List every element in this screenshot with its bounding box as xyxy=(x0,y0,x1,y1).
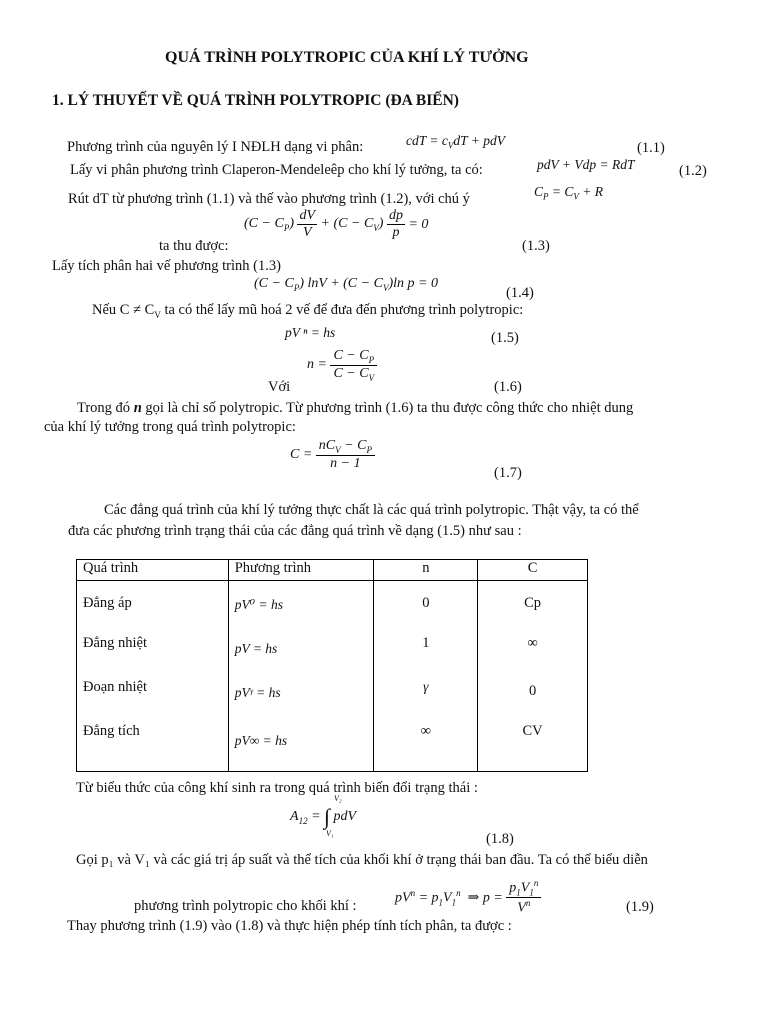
equation-1-3: $(C - C_P)$ $\frac{dV}{V}$ + $(C - C_V)$ $\frac{dp}{p}$ = 0 xyxy=(244,208,429,240)
equation-1-8: $A_{12}$ = ∫ V₂ V₁ pdV xyxy=(290,794,357,838)
table-row xyxy=(77,723,588,772)
process-c: Cp xyxy=(478,581,588,636)
text-line: Với xyxy=(268,379,291,395)
table-row xyxy=(77,635,588,679)
process-n: 1 xyxy=(374,635,478,679)
equation-1-2: pdV + Vdp = RdT xyxy=(537,157,635,172)
equation-number: (1.7) xyxy=(494,465,522,481)
equation-1-4: $(C - C_P)$ $\ln V + (C - C_V)\ln$ p = 0 xyxy=(254,276,438,293)
equation-1-5: pV ⁿ = hs xyxy=(285,325,336,340)
process-table xyxy=(76,559,588,772)
text-line: Gọi p₁ và V₁ và các giá trị áp suất và thể tích của khối khí ở trạng thái ban đầu. Ta có thể biểu diễn xyxy=(76,852,648,868)
table-header: n xyxy=(374,560,478,581)
process-equation: pV⁰ = hs xyxy=(228,581,374,636)
text-line: Rút dT từ phương trình (1.1) và thế vào phương trình (1.2), với chú ý xyxy=(68,191,470,207)
process-name: Đẳng áp xyxy=(77,581,229,636)
process-equation: pV = hs xyxy=(228,635,374,679)
process-name: Đẳng nhiệt xyxy=(77,635,229,679)
process-name: Đoạn nhiệt xyxy=(77,679,229,723)
text-line: Nếu $C \ne C_V$ ta có thể lấy mũ hoá 2 vế để đưa đến phương trình polytropic: xyxy=(92,302,524,320)
text-line: Lấy vi phân phương trình Claperon-Mendeleêp cho khí lý tưởng, ta có: xyxy=(70,162,483,178)
equation-number: (1.3) xyxy=(522,238,550,254)
equation-number: (1.2) xyxy=(679,163,707,179)
process-n: 0 xyxy=(374,581,478,636)
equation-number: (1.1) xyxy=(637,140,665,156)
text-line: ta thu được: xyxy=(159,238,229,254)
process-n: γ xyxy=(374,679,478,723)
table-header-row xyxy=(77,560,588,581)
section-heading: 1. LÝ THUYẾT VỀ QUÁ TRÌNH POLYTROPIC (ĐA BIẾN) xyxy=(52,92,459,109)
document-title: QUÁ TRÌNH POLYTROPIC CỦA KHÍ LÝ TƯỞNG xyxy=(165,49,529,66)
process-equation: pVᵞ = hs xyxy=(228,679,374,723)
equation-1-7: C = $nC_V - C_P$ n − 1 xyxy=(290,438,375,472)
process-c: ∞ xyxy=(478,635,588,679)
text-line: Các đẳng quá trình của khí lý tưởng thực chất là các quá trình polytropic. Thật vậy, ta có thể xyxy=(104,502,639,518)
table-header: C xyxy=(478,560,588,581)
text-line: đưa các phương trình trạng thái của các đẳng quá trình về dạng (1.5) như sau : xyxy=(68,523,522,539)
equation-number: (1.5) xyxy=(491,330,519,346)
text-line: Trong đó n gọi là chỉ số polytropic. Từ phương trình (1.6) ta thu được công thức cho nhiệt dung xyxy=(77,400,634,416)
text-line: Phương trình của nguyên lý I NĐLH dạng vi phân: xyxy=(67,139,364,155)
process-equation: pV∞ = hs xyxy=(228,723,374,772)
table-header: Quá trình xyxy=(77,560,229,581)
text-line: Từ biểu thức của công khí sinh ra trong quá trình biến đổi trạng thái : xyxy=(76,780,478,796)
process-c: 0 xyxy=(478,679,588,723)
equation-number: (1.9) xyxy=(626,899,654,915)
cp-cv-relation: $C_P = C_V + R$ xyxy=(534,184,604,202)
equation-number: (1.4) xyxy=(506,285,534,301)
text-line: phương trình polytropic cho khối khí : xyxy=(134,898,357,914)
text-line: của khí lý tưởng trong quá trình polytropic: xyxy=(44,419,296,435)
table-row xyxy=(77,581,588,636)
table-row xyxy=(77,679,588,723)
equation-1-9: $pV^n = p_1V_1^n$ ⇒ p = $\frac{p_1V_1^n}{V^n}$ xyxy=(395,878,541,917)
equation-number: (1.8) xyxy=(486,831,514,847)
process-n: ∞ xyxy=(374,723,478,772)
table-header: Phương trình xyxy=(228,560,374,581)
process-c: CV xyxy=(478,723,588,772)
equation-number: (1.6) xyxy=(494,379,522,395)
equation-1-6: n = $\frac{C - C_P}{C - C_V}$ xyxy=(307,348,377,383)
text-line: Lấy tích phân hai vế phương trình (1.3) xyxy=(52,258,281,274)
equation-1-1: cdT = $c_VdT$ + pdV xyxy=(406,133,505,151)
text-line: Thay phương trình (1.9) vào (1.8) và thực hiện phép tính tích phân, ta được : xyxy=(67,918,512,934)
process-name: Đẳng tích xyxy=(77,723,229,772)
